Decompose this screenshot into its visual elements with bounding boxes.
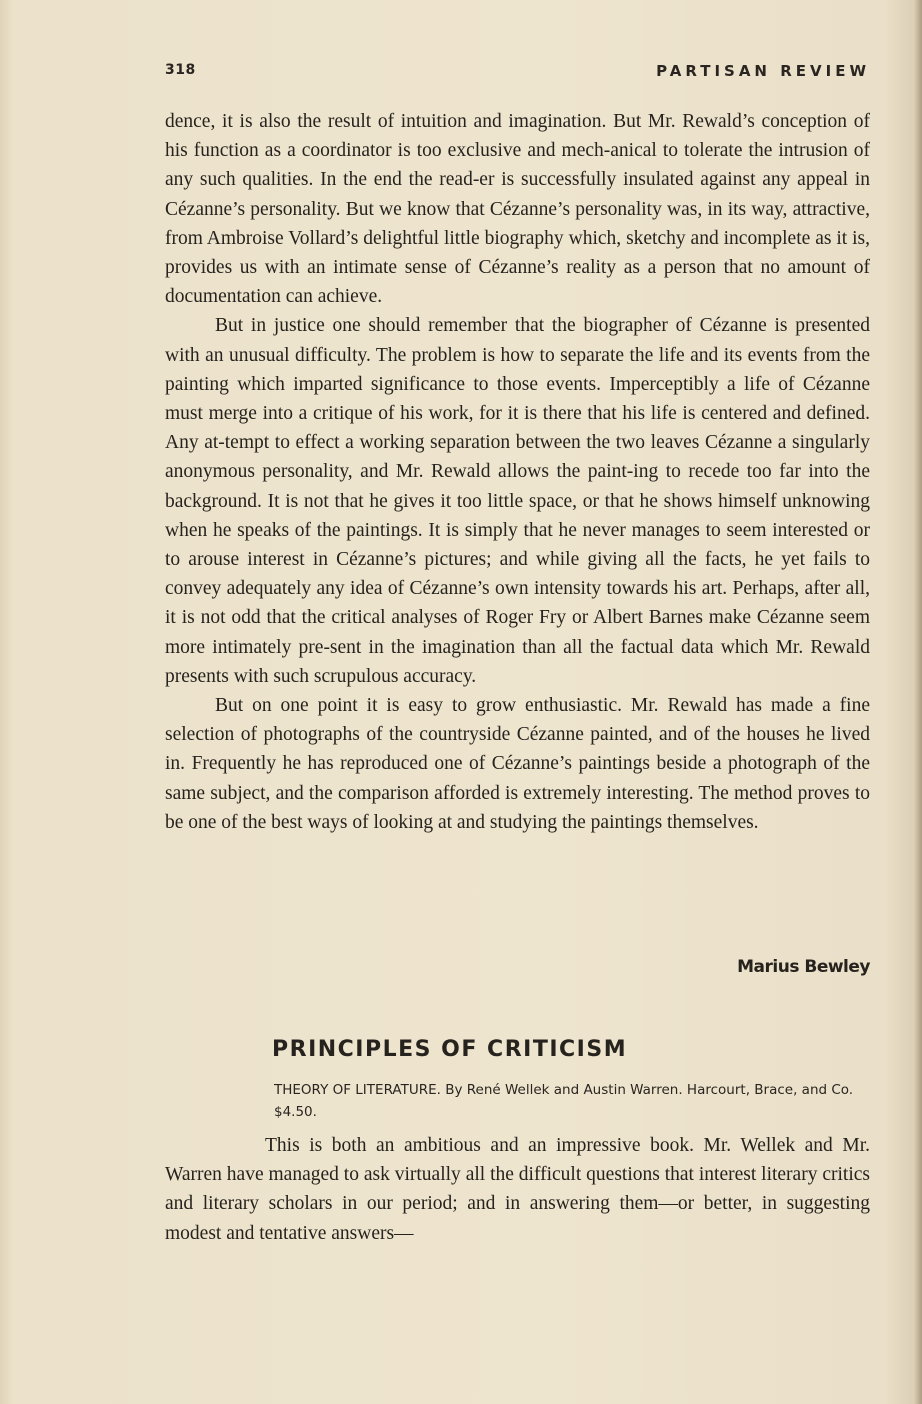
book-info: THEORY OF LITERATURE. By René Wellek and Austin Warren. Harcourt, Brace, and Co. $4.50. <box>274 1082 854 1120</box>
article-paragraph-1: dence, it is also the result of intuition and imagination. But Mr. Rewald’s conception of his function as a coordinator is too exclusive and mech-anical to tolerate the intrusion of any such qualities. In the end the read-er is successfully insulated against any appeal in Cézanne’s personality. But we know that Cézanne’s personality was, in its way, attractive, from Ambroise Vollard’s delightful little biography which, sketchy and incomplete as it is, provides us with an intimate sense of Cézanne’s reality as a person that no amount of documentation can achieve. <box>165 111 870 308</box>
review-paragraph-1: This is both an ambitious and an impressive book. Mr. Wellek and Mr. Warren have managed to ask virtually all the difficult questions that interest literary critics and literary scholars in our period; and in answering them—or better, in suggesting modest and tentative answers— <box>165 1135 870 1244</box>
author-signature: Marius Bewley <box>737 957 870 977</box>
section-title: PRINCIPLES OF CRITICISM <box>272 1037 628 1062</box>
article-paragraph-3: But on one point it is easy to grow enthusiastic. Mr. Rewald has made a fine selection of photographs of the countryside Cézanne painted, and of the houses he lived in. Frequently he has reproduced one of Cézanne’s paintings beside a photograph of the same subject, and the comparison afforded is extremely interesting. The method proves to be one of the best ways of looking at and studying the paintings themselves. <box>165 695 870 833</box>
page-edge-shadow <box>914 0 922 1404</box>
page-number: 318 <box>165 62 196 78</box>
review-body <box>165 1131 870 1248</box>
page-header <box>165 62 870 90</box>
article-paragraph-2: But in justice one should remember that the biographer of Cézanne is presented with an unusual difficulty. The problem is how to separate the life and its events from the painting which imparted significance to those events. Imperceptibly a life of Cézanne must merge into a critique of his work, for it is there that his life is centered and defined. Any at-tempt to effect a working separation between the two leaves Cézanne a singularly anonymous personality, and Mr. Rewald allows the paint-ing to recede too far into the background. It is not that he gives it too little space, or that he shows himself unknowing when he speaks of the paintings. It is simply that he never manages to seem interested or to arouse interest in Cézanne’s pictures; and while giving all the facts, he yet fails to convey adequately any idea of Cézanne’s own intensity towards his art. Perhaps, after all, it is not odd that the critical analyses of Roger Fry or Albert Barnes make Cézanne seem more intimately pre-sent in the imagination than all the factual data which Mr. Rewald presents with such scrupulous accuracy. <box>165 315 870 687</box>
running-head: PARTISAN REVIEW <box>656 62 870 80</box>
article-body <box>165 107 870 837</box>
